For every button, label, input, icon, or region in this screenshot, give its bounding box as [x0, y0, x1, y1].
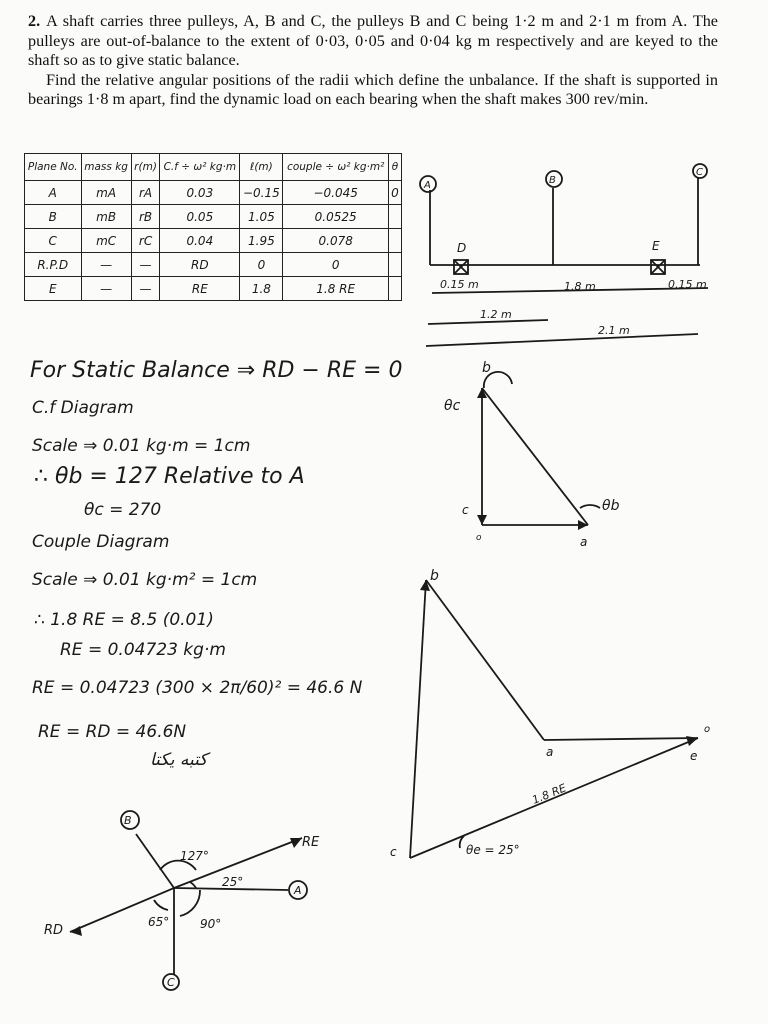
table-cell: 0.05 — [160, 205, 240, 229]
angle-label-re: RE — [302, 835, 320, 850]
table-cell: rA — [131, 181, 160, 205]
table-cell: — — [81, 277, 131, 301]
table-cell: 1.8 RE — [283, 277, 388, 301]
angle-90: 90° — [200, 917, 222, 931]
table-cell: RE — [160, 277, 240, 301]
cf-label-o: o — [476, 533, 482, 543]
table-cell: R.P.D — [25, 253, 82, 277]
table-cell: rC — [131, 229, 160, 253]
table-cell — [388, 277, 401, 301]
problem-number: 2. — [28, 12, 41, 30]
table-cell: C — [25, 229, 82, 253]
couple-polygon — [390, 560, 710, 860]
table-row — [25, 181, 402, 205]
angular-position-diagram — [40, 810, 340, 1010]
theta-c-note: θc = 270 — [84, 500, 162, 520]
table-cell: 0 — [388, 181, 401, 205]
table-row — [25, 205, 402, 229]
table-cell — [388, 253, 401, 277]
table-cell: 1.95 — [240, 229, 283, 253]
table-cell: — — [131, 277, 160, 301]
table-cell: 0 — [240, 253, 283, 277]
angle-label-c: C — [167, 976, 175, 989]
table-cell: 0 — [283, 253, 388, 277]
cf-label-c: c — [462, 503, 469, 517]
col-plane: Plane No. — [25, 154, 82, 181]
table-cell — [388, 229, 401, 253]
col-mass: mass kg — [81, 154, 131, 181]
angle-25: 25° — [222, 875, 244, 889]
pulley-c-label: C — [696, 167, 703, 178]
shaft-diagram — [418, 160, 718, 340]
couple-label-o: o — [704, 724, 711, 735]
col-theta: θ — [388, 154, 401, 181]
static-balance-note: For Static Balance ⇒ RD − RE = 0 — [30, 358, 403, 383]
col-length: ℓ(m) — [240, 154, 283, 181]
signature-text: کتبه یکتا — [150, 750, 208, 770]
col-radius: r(m) — [131, 154, 160, 181]
dim-label-1: 0.15 m — [440, 278, 479, 291]
table-cell: RD — [160, 253, 240, 277]
dim-label-5: 2.1 m — [598, 324, 630, 337]
couple-re-label: 1.8 RE — [530, 781, 569, 807]
table-cell: E — [25, 277, 82, 301]
table-cell: −0.15 — [240, 181, 283, 205]
couple-theta-e: θe = 25° — [466, 843, 520, 857]
table-cell: 0.04 — [160, 229, 240, 253]
table-cell: 1.05 — [240, 205, 283, 229]
couple-label-b: b — [430, 568, 439, 584]
table-row — [25, 253, 402, 277]
table-cell: A — [25, 181, 82, 205]
dim-label-4: 1.2 m — [480, 308, 512, 321]
cf-force-polygon — [440, 360, 640, 549]
table-header-row — [25, 154, 402, 181]
table-cell: — — [131, 253, 160, 277]
cf-theta-b: θb — [602, 498, 620, 514]
table-cell — [388, 205, 401, 229]
col-cf: C.f ÷ ω² kg·m — [160, 154, 240, 181]
cf-label-b: b — [482, 360, 491, 376]
angle-127: 127° — [180, 849, 209, 863]
couple-label-c: c — [390, 845, 397, 859]
couple-label-a: a — [546, 745, 554, 759]
bearing-d-label: D — [457, 241, 467, 255]
table-cell: mA — [81, 181, 131, 205]
scale-1-note: Scale ⇒ 0.01 kg·m = 1cm — [32, 436, 251, 456]
table-cell: rB — [131, 205, 160, 229]
theta-b-note: ∴ θb = 127 Relative to A — [34, 464, 305, 489]
problem-paragraph-2: Find the relative angular positions of the radii which define the unbalance. If the shaft is supported in bearings 1·8 m apart, find the dynamic load on each bearing when the shaft makes 300 rev/min. — [28, 70, 718, 108]
angle-65: 65° — [148, 915, 170, 929]
equation-2: RE = 0.04723 kg·m — [60, 640, 226, 660]
table-cell: mC — [81, 229, 131, 253]
table-cell: — — [81, 253, 131, 277]
col-couple: couple ÷ ω² kg·m² — [283, 154, 388, 181]
angle-label-rd: RD — [44, 923, 64, 938]
equation-3: RE = 0.04723 (300 × 2π/60)² = 46.6 N — [32, 678, 363, 698]
pulley-a-label: A — [424, 180, 431, 191]
equation-1: ∴ 1.8 RE = 8.5 (0.01) — [34, 610, 214, 630]
table-cell: B — [25, 205, 82, 229]
dim-label-3: 0.15 m — [668, 278, 707, 291]
cf-label-a: a — [580, 535, 588, 549]
problem-paragraph-1: A shaft carries three pulleys, A, B and C, the pulleys B and C being 1·2 m and 2·1 m from A. The pulleys are out-of-balance to the extent of 0·03, 0·05 and 0·04 kg m respectively and are keyed to the shaft so as to give static balance. — [28, 12, 718, 69]
table-cell: −0.045 — [283, 181, 388, 205]
problem-statement — [28, 12, 718, 110]
table-cell: 0.03 — [160, 181, 240, 205]
table-cell: 0.0525 — [283, 205, 388, 229]
bearing-e-label: E — [652, 239, 660, 253]
table-cell: 0.078 — [283, 229, 388, 253]
table-row — [25, 229, 402, 253]
solution-table — [24, 153, 402, 301]
table-cell: 1.8 — [240, 277, 283, 301]
dim-label-2: 1.8 m — [564, 280, 596, 293]
cf-theta-c: θc — [444, 398, 461, 414]
table-cell: mB — [81, 205, 131, 229]
pulley-b-label: B — [549, 175, 556, 186]
table-row — [25, 277, 402, 301]
scale-2-note: Scale ⇒ 0.01 kg·m² = 1cm — [32, 570, 258, 590]
angle-label-b: B — [124, 814, 132, 827]
couple-label-e: e — [690, 749, 698, 763]
cf-diagram-heading: C.f Diagram — [32, 398, 134, 418]
couple-diagram-heading: Couple Diagram — [32, 532, 170, 552]
equation-4: RE = RD = 46.6N — [38, 722, 187, 742]
angle-label-a: A — [294, 884, 302, 897]
